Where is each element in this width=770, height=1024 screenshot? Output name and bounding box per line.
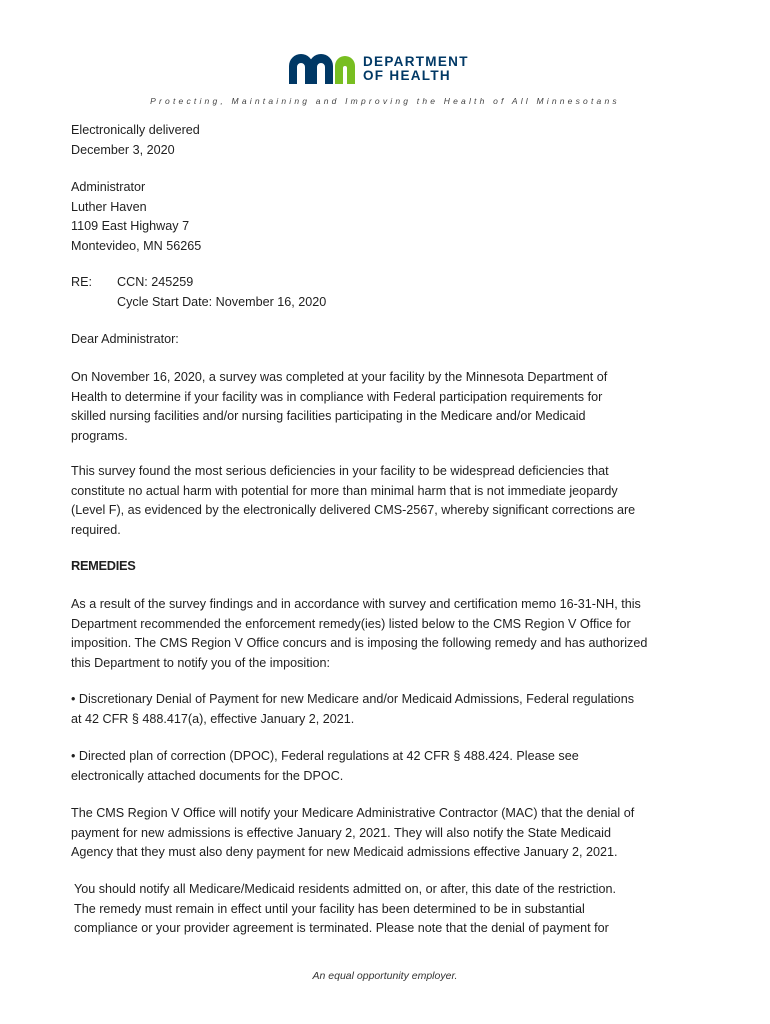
recipient-line: Administrator bbox=[71, 180, 146, 194]
paragraph-remedies bbox=[71, 595, 711, 673]
re-label: RE: bbox=[71, 275, 92, 289]
text-line: this Department to notify you of the imposition: bbox=[71, 655, 331, 670]
text-line: compliance or your provider agreement is terminated. Please note that the denial of payment for bbox=[74, 921, 609, 935]
mn-logo-icon bbox=[289, 54, 355, 84]
re-details bbox=[117, 273, 326, 312]
logo-wordmark bbox=[363, 55, 469, 83]
text-line: • Discretionary Denial of Payment for new Medicare and/or Medicaid Admissions, Federal regulations bbox=[71, 692, 634, 706]
bullet-denial-of-payment bbox=[71, 690, 711, 729]
letter-date: December 3, 2020 bbox=[71, 142, 175, 157]
footer-eoe: An equal opportunity employer. bbox=[312, 970, 458, 982]
tagline: Protecting, Maintaining and Improving the Health of All Minnesotans bbox=[150, 96, 620, 106]
ccn-line: CCN: 245259 bbox=[117, 275, 194, 289]
text-line: Department recommended the enforcement remedy(ies) listed below to the CMS Region V Office for bbox=[71, 616, 631, 631]
text-line: Health to determine if your facility was in compliance with Federal participation requirements for bbox=[71, 389, 603, 404]
text-line: The CMS Region V Office will notify your Medicare Administrative Contractor (MAC) that the denial of bbox=[71, 806, 635, 820]
recipient-line: Montevideo, MN 56265 bbox=[71, 238, 202, 253]
text-line: You should notify all Medicare/Medicaid residents admitted on, or after, this date of the restriction. bbox=[74, 882, 617, 896]
remedies-heading: REMEDIES bbox=[71, 558, 136, 573]
text-line: imposition. The CMS Region V Office concurs and is imposing the following remedy and has authorized bbox=[71, 636, 648, 650]
text-line: electronically attached documents for the DPOC. bbox=[71, 768, 344, 783]
text-line: The remedy must remain in effect until your facility has been determined to be in substantial bbox=[74, 901, 585, 916]
text-line: at 42 CFR § 488.417(a), effective January 2, 2021. bbox=[71, 711, 355, 726]
paragraph-mac-notice bbox=[71, 804, 711, 863]
text-line: (Level F), as evidenced by the electronically delivered CMS-2567, whereby significant corrections are bbox=[71, 503, 636, 517]
recipient-line: Luther Haven bbox=[71, 199, 147, 214]
text-line: This survey found the most serious deficiencies in your facility to be widespread deficiencies that bbox=[71, 464, 609, 478]
paragraph-survey bbox=[71, 368, 711, 446]
text-line: programs. bbox=[71, 428, 128, 443]
text-line: constitute no actual harm with potential for more than minimal harm that is not immediate jeopardy bbox=[71, 483, 618, 498]
delivery-block bbox=[71, 121, 711, 160]
logo-line-1: DEPARTMENT bbox=[363, 54, 469, 69]
text-line: • Directed plan of correction (DPOC), Federal regulations at 42 CFR § 488.424. Please see bbox=[71, 749, 579, 763]
paragraph-notify-residents bbox=[74, 880, 714, 939]
salutation bbox=[71, 330, 711, 350]
recipient-line: 1109 East Highway 7 bbox=[71, 219, 190, 233]
department-logo bbox=[289, 52, 469, 86]
salutation-text: Dear Administrator: bbox=[71, 332, 179, 346]
text-line: payment for new admissions is effective January 2, 2021. They will also notify the State Medicaid bbox=[71, 825, 611, 840]
text-line: As a result of the survey findings and in accordance with survey and certification memo 16-31-NH, this bbox=[71, 597, 641, 611]
paragraph-deficiencies bbox=[71, 462, 711, 540]
bullet-dpoc bbox=[71, 747, 711, 786]
text-line: required. bbox=[71, 522, 121, 537]
recipient-address bbox=[71, 178, 711, 256]
text-line: On November 16, 2020, a survey was completed at your facility by the Minnesota Department of bbox=[71, 370, 608, 384]
text-line: Agency that they must also deny payment for new Medicaid admissions effective January 2, 2021. bbox=[71, 845, 618, 859]
delivery-method: Electronically delivered bbox=[71, 123, 200, 137]
logo-line-2: OF HEALTH bbox=[363, 68, 451, 83]
cycle-start-line: Cycle Start Date: November 16, 2020 bbox=[117, 294, 327, 309]
text-line: skilled nursing facilities and/or nursing facilities participating in the Medicare and/or Medicaid bbox=[71, 409, 586, 423]
